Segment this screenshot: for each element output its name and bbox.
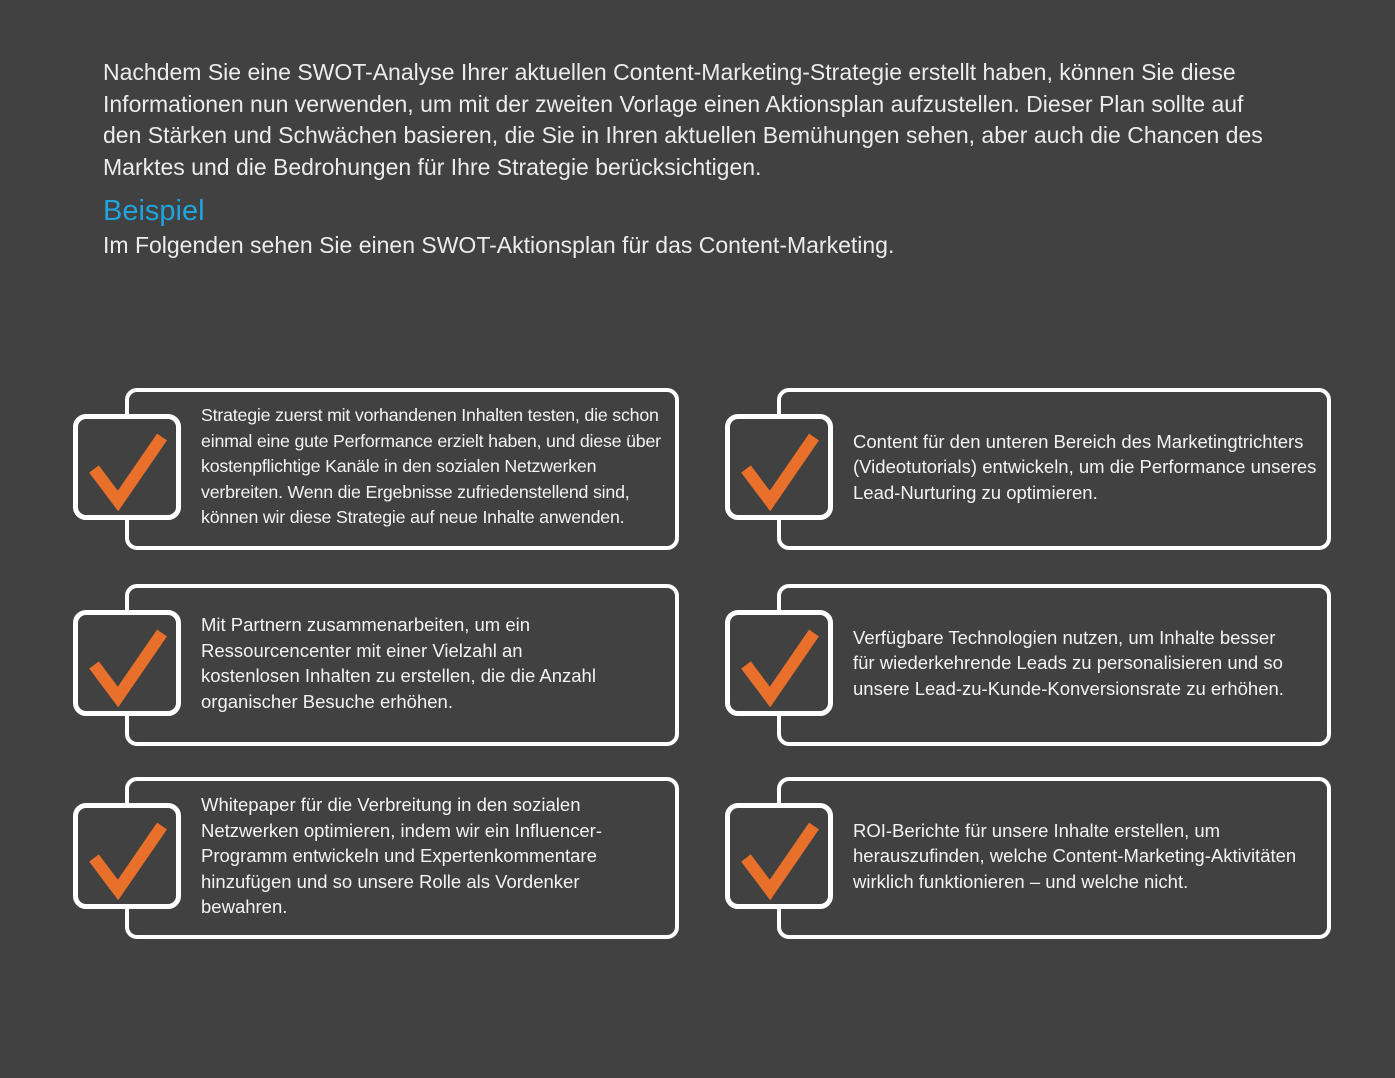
action-text: Mit Partnern zusammenarbeiten, um ein Ressourcencenter mit einer Vielzahl an kostenlosen Inhalten zu erstellen, die die Anzahl organischer Besuche erhöhen.: [201, 614, 596, 712]
action-text: Verfügbare Technologien nutzen, um Inhalte besser für wiederkehrende Leads zu personalisieren und so unsere Lead-zu-Kunde-Konversionsrate zu erhöhen.: [853, 626, 1284, 699]
example-subtext: Im Folgenden sehen Sie einen SWOT-Aktionsplan für das Content-Marketing.: [103, 232, 895, 258]
action-card: [73, 388, 675, 546]
action-card: [725, 388, 1327, 546]
example-heading: Beispiel: [103, 195, 205, 227]
action-text: ROI-Berichte für unsere Inhalte erstellen, um herauszufinden, welche Content-Marketing-Aktivitäten wirklich funktionieren – und welche nicht.: [853, 819, 1297, 892]
action-text: Strategie zuerst mit vorhandenen Inhalten testen, die schon einmal eine gute Performance erzielt haben, und diese über kostenpflichtige Kanäle in den sozialen Netzwerken verbreiten. Wenn die Ergebnisse zufriedenstellend sind, können wir diese Strategie auf neue Inhalte anwenden.: [201, 405, 661, 528]
checkbox: [73, 803, 181, 909]
checkmark-icon: [736, 621, 822, 707]
action-card: [725, 777, 1327, 935]
checkmark-icon: [84, 814, 170, 900]
intro-paragraph: Nachdem Sie eine SWOT-Analyse Ihrer aktuellen Content-Marketing-Strategie erstellt haben, können Sie diese Informationen nun verwenden, um mit der zweiten Vorlage einen Aktionsplan aufzustellen. Dieser Plan sollte auf den Stärken und Schwächen basieren, die Sie in Ihren aktuellen Bemühungen sehen, aber auch die Chancen des Marktes und die Bedrohungen für Ihre Strategie berücksichtigen.: [103, 59, 1263, 180]
checkbox: [73, 610, 181, 716]
checkbox: [73, 414, 181, 520]
checkmark-icon: [84, 425, 170, 511]
checkbox: [725, 414, 833, 520]
action-text: Whitepaper für die Verbreitung in den sozialen Netzwerken optimieren, indem wir ein Influencer-Programm entwickeln und Expertenkommentare hinzufügen und so unsere Rolle als Vordenker bewahren.: [201, 794, 603, 918]
checkmark-icon: [736, 425, 822, 511]
action-text: Content für den unteren Bereich des Marketingtrichters (Videotutorials) entwickeln, um die Performance unseres Lead-Nurturing zu optimieren.: [853, 430, 1317, 503]
checkmark-icon: [84, 621, 170, 707]
checkbox: [725, 803, 833, 909]
action-card: [73, 777, 675, 935]
checkmark-icon: [736, 814, 822, 900]
action-card: [73, 584, 675, 742]
checkbox: [725, 610, 833, 716]
action-card: [725, 584, 1327, 742]
